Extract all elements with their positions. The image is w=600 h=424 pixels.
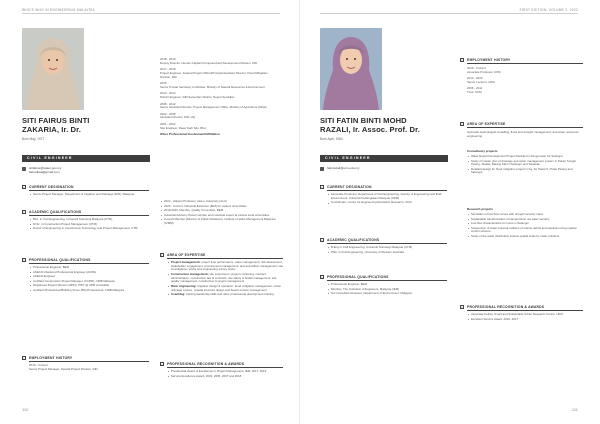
- list-item: Registered Project Director (RPD), PWT @ APM (Australia): [33, 284, 148, 288]
- birth-date: Born April, 1984: [320, 137, 343, 141]
- certificate-icon: ▪: [321, 276, 323, 279]
- email-icon: [22, 167, 26, 171]
- section-rule: [29, 215, 149, 216]
- right-page: [300, 0, 600, 424]
- list-item: Industrial Advisory Panel member and industrial expert at various local universities: [164, 214, 279, 218]
- contact-block: [327, 166, 360, 170]
- target-icon: ▪: [161, 254, 163, 257]
- list-item: G4 Consultant Assessor, Department of Environment, Malaysia: [331, 292, 446, 296]
- employment-role: Project Engineer, Federal Project Office/Principal Assistant Director, Flood Mitigation Division, DID: [160, 70, 268, 79]
- employment-entry: [160, 103, 278, 110]
- section-title: PROFESSIONAL RECOGNITION & AWARDS: [167, 362, 245, 366]
- list-item: Water Expert Development Project Module for Pengurusan Air Selangor: [471, 155, 579, 159]
- employment-years: 2002 - 2008: [160, 111, 176, 116]
- employment-entry: [467, 67, 579, 74]
- profile-photo: [320, 28, 382, 110]
- name-line-1: SITI FAIRUS BINTI: [22, 116, 90, 125]
- employment-list: [29, 364, 147, 374]
- person-name: [320, 116, 420, 134]
- consultancy-title: Consultancy projects: [467, 149, 498, 153]
- employment-role: Tutor, UKM: [467, 90, 482, 95]
- employment-role: District Engineer, DID Seremban District, Negeri Sembilan: [160, 95, 235, 100]
- employment-years: 2012 - 2020: [467, 76, 483, 81]
- section-rule: [467, 63, 583, 64]
- list-item: Certified Construction Project Manager (CCPM), CIDB Malaysia: [33, 280, 148, 284]
- running-header: WHO'S WHO IN ENGINEERING MALAYSIA: [22, 8, 95, 12]
- profile-photo: [22, 28, 84, 110]
- list-item: Associate Fellow, Smart and Sustainable Urban Research Centre, UKM: [471, 313, 583, 317]
- expertise-text: training leadership skills and other professional development training: [185, 292, 274, 297]
- list-item: Professional Engineer, BEM: [33, 266, 148, 270]
- list-item: Sustainable transformation of Haman River via water security: [471, 218, 579, 222]
- section-title: EMPLOYMENT HISTORY: [29, 356, 73, 360]
- expertise-text: project time performance, value management, risk assessment, stakeholder engagement, procurement management, and acquisition management; site investigation; works and engineering survey works: [171, 260, 283, 272]
- list-item: M.Sc. in Construction Project Management (UTM): [33, 223, 148, 227]
- section-rule: [29, 263, 149, 264]
- expertise-text: irrigation design & operation, flood mitigation management, urban drainage system, coastal structure design and beach erosion management: [171, 283, 281, 292]
- trophy-icon: ▪: [461, 306, 463, 309]
- employment-role: Senior Assistant Director, Project Management Office, Ministry of Agriculture (MOA): [160, 105, 267, 110]
- list-item: Professional Engineer, BEM: [331, 283, 446, 287]
- employment-entry: [160, 82, 278, 89]
- list-item: Member, The Institution of Engineers, Malaysia (IEM): [331, 288, 446, 292]
- list-item: PhD. in Civil Engineering, University of Western Australia: [331, 251, 446, 255]
- employment-years: 2019 - Current: [29, 363, 48, 367]
- calendar-icon: ▪: [23, 357, 25, 360]
- name-line-2: RAZALI, Ir. Assoc. Prof. Dr.: [320, 125, 420, 134]
- list-item: [171, 273, 283, 284]
- section-title: EMPLOYMENT HISTORY: [467, 58, 511, 62]
- employment-entry: [467, 87, 579, 94]
- list-item: [171, 293, 283, 297]
- employment-list: [467, 67, 579, 98]
- list-item: 2020 - Current: Industrial Examiner (IEM) for various universities: [164, 205, 279, 209]
- list-item: Senior Project Manager, Department of Irrigation and Drainage (DID), Malaysia: [33, 193, 148, 197]
- expertise-key: Coaching:: [171, 292, 186, 297]
- employment-years: 2012 - 2013: [160, 91, 176, 96]
- list-item: 2019-2020: Member, Quality Committee, BEM: [164, 209, 279, 213]
- page-number: 111: [571, 407, 578, 412]
- section-title: CURRENT DESIGNATION: [327, 185, 372, 189]
- expertise-key: Construction management:: [171, 271, 209, 276]
- header-rule: [320, 13, 578, 14]
- briefcase-icon: ▪: [321, 186, 323, 189]
- employment-entry: [160, 58, 278, 65]
- section-title: AREA OF EXPERTISE: [167, 253, 206, 257]
- employment-role: Deputy Director, Human Capital (Competencies) Development Division, DID: [160, 60, 258, 65]
- section-rule: [327, 280, 447, 281]
- list-item: Associate Professor, Department of Civil Engineering, Faculty of Engineering and Built Environment, Universiti Kebangsaan Malaysia (UKM): [331, 193, 446, 200]
- birth-date: Born May, 1977: [22, 137, 45, 141]
- employment-entry: [29, 364, 147, 371]
- role-band: CIVIL ENGINEER: [22, 155, 150, 162]
- graduation-cap-icon: ▪: [321, 239, 323, 242]
- employment-entry: [160, 113, 278, 120]
- employment-role: Senior Project Manager, Special Project Division, DID: [29, 366, 98, 371]
- role-band: CIVIL ENGINEER: [320, 155, 448, 162]
- employment-years: 2016: [160, 81, 167, 86]
- involvement-title: Other Professional Involvement/Affiliation: [160, 132, 220, 137]
- expertise-key: Project management:: [171, 260, 201, 264]
- section-title: AREA OF EXPERTISE: [467, 122, 506, 126]
- employment-entry: [160, 123, 278, 130]
- employment-years: 2017 - 2018: [160, 67, 176, 72]
- section-title: ACADEMIC QUALIFICATIONS: [29, 210, 82, 214]
- list-item: Council Member (Director of Public Relations), Institute of Value Management Malaysia (IVMM): [164, 218, 279, 225]
- list-item: Suspension of water-induced collision of marine debris and pipelines using coastal control scheme: [471, 227, 579, 234]
- target-icon: ▪: [461, 123, 463, 126]
- list-item: Service Excellence Award, 2003, 2005, 2007 and 2018: [171, 375, 283, 379]
- section-rule: [467, 310, 583, 311]
- section-rule: [327, 243, 447, 244]
- name-line-1: SITI FATIN BINTI MOHD: [320, 116, 407, 125]
- employment-years: 2008 - 2012: [160, 101, 176, 106]
- list-item: Low flow characteristics for rivers in Selangor: [471, 222, 579, 226]
- employment-role: Senior Lecturer, UKM: [467, 79, 495, 84]
- employment-role: Senior Private Secretary to Minister, Ministry of Natural Resources & Environment: [160, 84, 265, 89]
- contact-block: [29, 166, 61, 174]
- employment-years: 2020 - Current: [467, 66, 486, 70]
- employment-entry: [160, 68, 278, 79]
- list-item: 2022 - Adjunct Professor, Asia e University (AeU): [164, 200, 279, 204]
- certificate-icon: ▪: [23, 259, 25, 262]
- expertise-intro: Hydraulic-Hydrological modelling, flood and drought management; and water resources engineering: [467, 130, 579, 138]
- section-rule: [167, 367, 283, 368]
- list-item: Study of the water distribution indices spatial scale by scale cylinders: [471, 235, 579, 239]
- employment-entry: [467, 77, 579, 84]
- running-header: FIRST EDITION, VOLUME 2, 2022: [519, 8, 578, 12]
- section-title: PROFESSIONAL QUALIFICATIONS: [327, 275, 389, 279]
- briefcase-icon: ▪: [23, 186, 25, 189]
- employment-continuation: [160, 58, 278, 138]
- calendar-icon: ▪: [461, 59, 463, 62]
- list-item: Detailed design for flood mitigation project in Kg. Air Tawar 5, Pulau Pinang and Selangor: [471, 168, 579, 175]
- list-item: Certified Professional Building Score (BS) Professional, CIDB Malaysia: [33, 289, 148, 293]
- section-title: PROFESSIONAL RECOGNITION & AWARDS: [467, 305, 545, 309]
- research-title: Research projects: [467, 207, 494, 211]
- section-rule: [467, 127, 583, 128]
- header-rule: [22, 13, 280, 14]
- email-link[interactable]: fairusfkaa@gmail.com: [29, 170, 60, 174]
- employment-years: 2001 - 2002: [160, 121, 176, 126]
- list-item: B.Eng in Civil Engineering, Universiti Teknologi Malaysia (UTM): [331, 246, 446, 250]
- list-item: Doctor of Engineering in Construction Technology and Project Management, UTM: [33, 227, 148, 231]
- section-title: ACADEMIC QUALIFICATIONS: [327, 238, 380, 242]
- expertise-key: River engineering:: [171, 283, 197, 288]
- email-link[interactable]: sitifairus@water.gov.my: [29, 166, 62, 170]
- email-link[interactable]: fatinrazali@utm.edu.my: [327, 166, 360, 170]
- list-item: Excellent Service Award, 2016, 2017: [471, 318, 583, 322]
- list-item: Study of master plan of drainage and water management system in Pekan Sungai Pusing, Skudai, Batang Kali in Selangor and Sarawak: [471, 160, 579, 167]
- employment-role: Assistant Director, DID, HQ: [160, 115, 196, 120]
- list-item: BSc. in Civil Engineering, Universiti Teknologi Malaysia (UTM): [33, 218, 148, 222]
- list-item: [171, 261, 283, 272]
- trophy-icon: ▪: [161, 363, 163, 366]
- person-name: [22, 116, 90, 134]
- graduation-cap-icon: ▪: [23, 211, 25, 214]
- list-item: Presidential Award of Excellence in Project Management, IEM, 2017, 2019: [171, 370, 283, 374]
- section-rule: [29, 190, 149, 191]
- employment-entry: [160, 92, 278, 99]
- list-item: Coordinator, Centre for Engineering Education Research, UKM: [331, 201, 446, 205]
- list-item: ASEAN Chartered Professional Engineer (ACPE): [33, 271, 148, 275]
- employment-role: Associate Professor, UKM: [467, 69, 501, 74]
- section-rule: [29, 361, 149, 362]
- section-rule: [167, 258, 283, 259]
- employment-role: Site Engineer, Dasa Tuah Sdn. Bhd.: [160, 125, 207, 130]
- name-line-2: ZAKARIA, Ir. Dr.: [22, 125, 81, 134]
- section-title: PROFESSIONAL QUALIFICATIONS: [29, 258, 91, 262]
- page-number: 110: [22, 407, 29, 412]
- email-icon: [320, 167, 324, 171]
- expertise-text: site supervision, project monitoring, contract administration, construction law & contracts, site safety & health management, site quality management, construction & project management: [171, 271, 277, 284]
- section-title: CURRENT DESIGNATION: [29, 185, 74, 189]
- list-item: ASEAN Engineer: [33, 275, 148, 279]
- list-item: Simulation of low flow curves with drought severity index: [471, 213, 579, 217]
- employment-years: 2006 - 2011: [467, 86, 483, 91]
- section-rule: [327, 190, 447, 191]
- employment-years: 2018 - 2019: [160, 57, 176, 61]
